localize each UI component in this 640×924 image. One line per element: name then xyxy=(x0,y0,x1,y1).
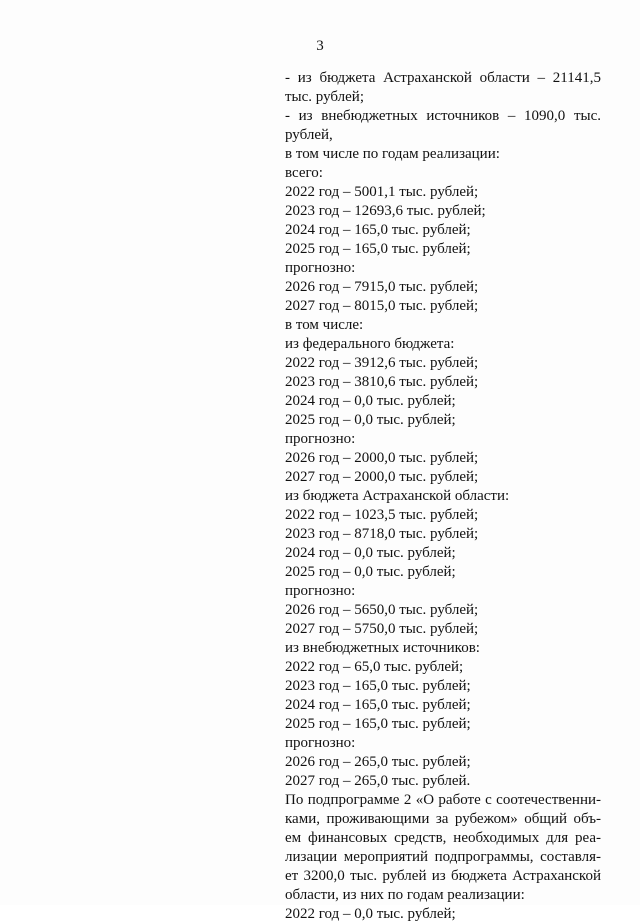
text-line: всего: xyxy=(285,165,323,181)
text-line: 2023 год – 12693,6 тыс. рублей; xyxy=(285,203,486,219)
text-line: 2024 год – 0,0 тыс. рублей; xyxy=(285,545,456,561)
text-line: 2022 год – 65,0 тыс. рублей; xyxy=(285,659,464,675)
text-line: 2026 год – 265,0 тыс. рублей; xyxy=(285,754,471,770)
text-line: прогнозно: xyxy=(285,431,356,447)
text-line: прогнозно: xyxy=(285,260,356,276)
text-line: прогнозно: xyxy=(285,735,356,751)
text-line: ет 3200,0 тыс. рублей из бюджета Астраханской xyxy=(285,868,601,884)
text-line: По подпрограмме 2 «О работе с соотечественни- xyxy=(285,792,601,808)
text-line: 2022 год – 1023,5 тыс. рублей; xyxy=(285,507,479,523)
text-line: прогнозно: xyxy=(285,583,356,599)
text-line: 2022 год – 5001,1 тыс. рублей; xyxy=(285,184,479,200)
text-line: лизации мероприятий подпрограммы, составля- xyxy=(285,849,601,865)
text-line: 2024 год – 165,0 тыс. рублей; xyxy=(285,222,471,238)
text-line: 2023 год – 165,0 тыс. рублей; xyxy=(285,678,471,694)
page-number: 3 xyxy=(316,38,324,54)
text-line: рублей, xyxy=(285,127,333,143)
text-line: - из внебюджетных источников – 1090,0 тыс. xyxy=(285,108,601,124)
text-line: 2025 год – 0,0 тыс. рублей; xyxy=(285,564,456,580)
text-line: 2022 год – 3912,6 тыс. рублей; xyxy=(285,355,479,371)
text-line: 2025 год – 0,0 тыс. рублей; xyxy=(285,412,456,428)
text-line: тыс. рублей; xyxy=(285,89,364,105)
text-line: 2024 год – 165,0 тыс. рублей; xyxy=(285,697,471,713)
text-line: 2026 год – 2000,0 тыс. рублей; xyxy=(285,450,479,466)
text-line: 2027 год – 2000,0 тыс. рублей; xyxy=(285,469,479,485)
text-line: 2023 год – 8718,0 тыс. рублей; xyxy=(285,526,479,542)
text-line: 2027 год – 5750,0 тыс. рублей; xyxy=(285,621,479,637)
text-line: - из бюджета Астраханской области – 21141,5 xyxy=(285,70,601,86)
text-line: 2027 год – 8015,0 тыс. рублей; xyxy=(285,298,479,314)
text-line: области, из них по годам реализации: xyxy=(285,887,525,903)
document-body xyxy=(285,69,601,924)
text-line: 2022 год – 0,0 тыс. рублей; xyxy=(285,906,456,922)
text-line: 2025 год – 165,0 тыс. рублей; xyxy=(285,716,471,732)
text-line: ками, проживающими за рубежом» общий объ- xyxy=(285,811,601,827)
text-line: из внебюджетных источников: xyxy=(285,640,480,656)
text-line: ем финансовых средств, необходимых для реа- xyxy=(285,830,601,846)
text-line: 2023 год – 3810,6 тыс. рублей; xyxy=(285,374,479,390)
text-line: из федерального бюджета: xyxy=(285,336,455,352)
text-line: 2026 год – 5650,0 тыс. рублей; xyxy=(285,602,479,618)
text-line: 2024 год – 0,0 тыс. рублей; xyxy=(285,393,456,409)
text-line: в том числе по годам реализации: xyxy=(285,146,500,162)
text-line: из бюджета Астраханской области: xyxy=(285,488,510,504)
text-line: 2025 год – 165,0 тыс. рублей; xyxy=(285,241,471,257)
text-line: 2027 год – 265,0 тыс. рублей. xyxy=(285,773,471,789)
text-line: в том числе: xyxy=(285,317,364,333)
text-line: 2026 год – 7915,0 тыс. рублей; xyxy=(285,279,479,295)
